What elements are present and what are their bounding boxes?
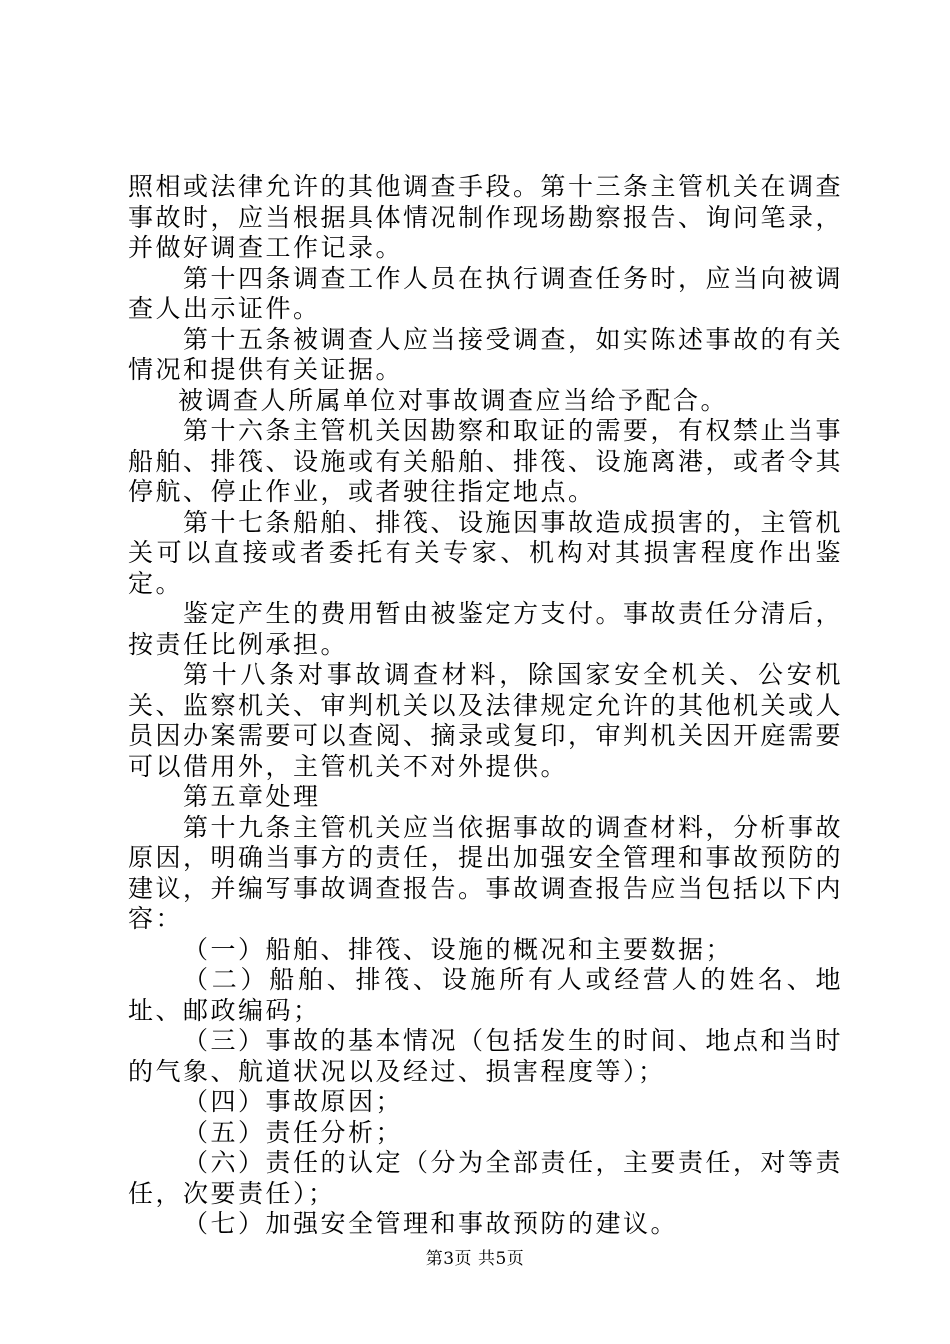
list-item-3: （三）事故的基本情况（包括发生的时间、地点和当时的气象、航道状况以及经过、损害程度等）； — [128, 1026, 844, 1086]
paragraph-2: 第十四条调查工作人员在执行调查任务时，应当向被调查人出示证件。 — [128, 263, 844, 323]
list-item-6: （六）责任的认定（分为全部责任，主要责任，对等责任，次要责任）； — [128, 1148, 844, 1208]
paragraph-1: 照相或法律允许的其他调查手段。第十三条主管机关在调查事故时，应当根据具体情况制作现场勘察报告、询问笔录，并做好调查工作记录。 — [128, 172, 844, 262]
paragraph-3: 第十五条被调查人应当接受调查，如实陈述事故的有关情况和提供有关证据。 — [128, 324, 844, 384]
paragraph-4: 被调查人所属单位对事故调查应当给予配合。 — [178, 385, 729, 415]
page-number-footer: 第3页 共5页 — [425, 1249, 525, 1269]
paragraph-9: 第十九条主管机关应当依据事故的调查材料，分析事故原因，明确当事方的责任，提出加强安全管理和事故预防的建议，并编写事故调查报告。事故调查报告应当包括以下内容： — [128, 812, 844, 933]
paragraph-8: 第十八条对事故调查材料，除国家安全机关、公安机关、监察机关、审判机关以及法律规定允许的其他机关或人员因办案需要可以查阅、摘录或复印，审判机关因开庭需要可以借用外，主管机关不对外提供。 — [128, 660, 844, 781]
list-item-7: （七）加强安全管理和事故预防的建议。 — [183, 1209, 679, 1238]
list-item-4: （四）事故原因； — [183, 1087, 404, 1116]
list-item-5: （五）责任分析； — [183, 1117, 404, 1147]
list-item-1: （一）船舶、排筏、设施的概况和主要数据； — [183, 934, 734, 964]
list-item-2: （二）船舶、排筏、设施所有人或经营人的姓名、地址、邮政编码； — [128, 965, 843, 1025]
paragraph-6: 第十七条船舶、排筏、设施因事故造成损害的，主管机关可以直接或者委托有关专家、机构对其损害程度作出鉴定。 — [128, 507, 844, 598]
paragraph-5: 第十六条主管机关因勘察和取证的需要，有权禁止当事船舶、排筏、设施或有关船舶、排筏、设施离港，或者令其停航、停止作业，或者驶往指定地点。 — [128, 416, 844, 506]
paragraph-7: 鉴定产生的费用暂由被鉴定方支付。事故责任分清后，按责任比例承担。 — [128, 599, 844, 659]
document-body — [128, 172, 843, 1240]
chapter-heading: 第五章处理 — [183, 782, 321, 811]
